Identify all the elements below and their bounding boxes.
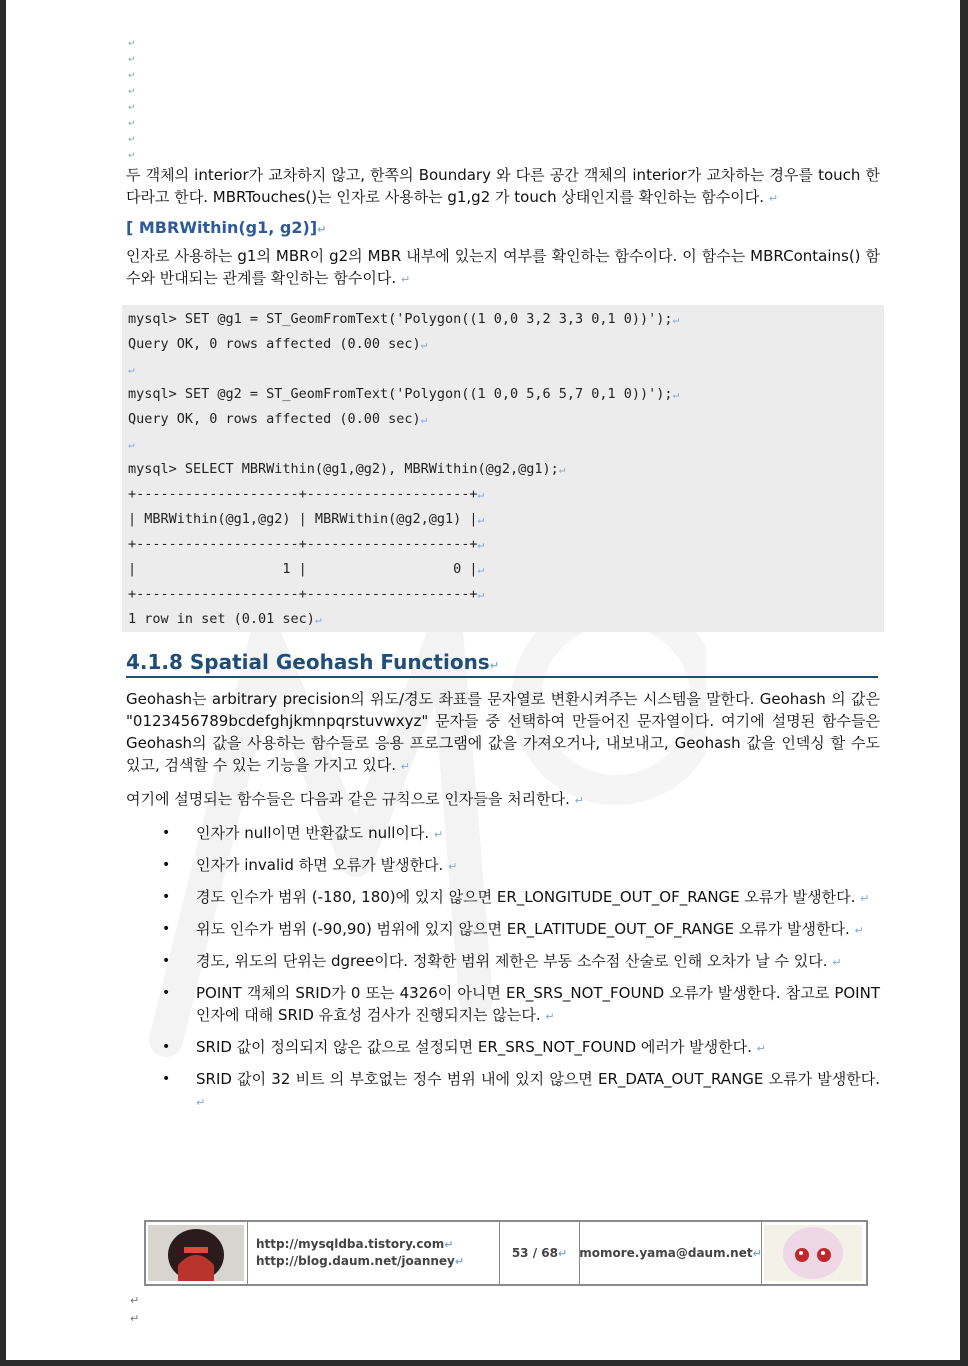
rule-text: SRID 값이 32 비트 의 부호없는 정수 범위 내에 있지 않으면 ER_DATA_OUT_RANGE 오류가 발생한다. bbox=[196, 1070, 880, 1088]
geohash-intro bbox=[126, 688, 880, 778]
code-line-text: 1 row in set (0.01 sec) bbox=[128, 611, 315, 627]
code-line bbox=[128, 382, 884, 407]
paragraph-mark: ↵ bbox=[314, 613, 322, 626]
rule-item bbox=[126, 918, 880, 942]
bullet-icon: • bbox=[162, 857, 171, 873]
paragraph-mark: ↵ bbox=[477, 588, 485, 601]
rule-item bbox=[126, 854, 880, 878]
rule-text: 인자가 null이면 반환값도 null이다. bbox=[196, 824, 430, 842]
touches-description bbox=[126, 164, 880, 210]
paragraph-mark: ↵ bbox=[448, 860, 458, 873]
rule-text: POINT 객체의 SRID가 0 또는 4326이 아니면 ER_SRS_NOT_FOUND 오류가 발생한다. 참고로 POINT 인자에 대해 SRID 유효성 검사가 진행되지는 않는다. bbox=[196, 984, 880, 1024]
author-email-text: momore.yama@daum.net bbox=[579, 1246, 753, 1260]
content-area bbox=[126, 36, 880, 1122]
bullet-icon: • bbox=[162, 825, 171, 841]
code-line bbox=[128, 432, 884, 457]
blank-line: ↵ bbox=[128, 39, 136, 49]
paragraph-mark: ↵ bbox=[317, 223, 327, 236]
paragraph-mark: ↵ bbox=[756, 1042, 766, 1055]
blank-line: ↵ bbox=[128, 119, 136, 129]
document-page bbox=[6, 0, 960, 1360]
paragraph-mark: ↵ bbox=[558, 463, 566, 476]
code-line bbox=[128, 507, 884, 532]
paragraph-mark: ↵ bbox=[130, 1312, 140, 1325]
code-line bbox=[128, 557, 884, 582]
blank-line: ↵ bbox=[128, 55, 136, 65]
paragraph-mark: ↵ bbox=[128, 363, 135, 376]
code-line-text: +--------------------+--------------------+ bbox=[128, 486, 478, 502]
paragraph-mark: ↵ bbox=[832, 956, 842, 969]
code-block bbox=[122, 305, 884, 632]
code-line bbox=[128, 307, 884, 332]
code-line bbox=[128, 332, 884, 357]
paragraph-mark: ↵ bbox=[477, 513, 485, 526]
code-line-text: | MBRWithin(@g1,@g2) | MBRWithin(@g2,@g1) | bbox=[128, 511, 478, 527]
bullet-icon: • bbox=[162, 889, 171, 905]
blog-link-tistory[interactable]: http://mysqldba.tistory.com↵ bbox=[256, 1237, 454, 1251]
page-footer bbox=[144, 1220, 868, 1286]
character-avatar-dark-icon bbox=[148, 1225, 244, 1281]
page-number-text: 53 / 68 bbox=[511, 1246, 558, 1260]
code-line-text: mysql> SET @g2 = ST_GeomFromText('Polygon((1 0,0 5,6 5,7 0,1 0))'); bbox=[128, 386, 673, 402]
rules-intro-text: 여기에 설명되는 함수들은 다음과 같은 규칙으로 인자들을 처리한다. bbox=[126, 790, 570, 808]
code-line-text: Query OK, 0 rows affected (0.00 sec) bbox=[128, 411, 421, 427]
mbrwithin-heading bbox=[126, 218, 880, 237]
code-line-text: +--------------------+--------------------+ bbox=[128, 536, 478, 552]
paragraph-mark: ↵ bbox=[400, 273, 411, 286]
paragraph-mark: ↵ bbox=[420, 413, 428, 426]
blank-paragraphs bbox=[126, 36, 880, 164]
footer-links bbox=[248, 1222, 500, 1284]
blank-line: ↵ bbox=[128, 71, 136, 81]
mbrwithin-description-text: 인자로 사용하는 g1의 MBR이 g2의 MBR 내부에 있는지 여부를 확인하는 함수이다. 이 함수는 MBRContains() 함수와 반대되는 관계를 확인하는 함수이다. bbox=[126, 247, 880, 287]
code-line bbox=[128, 582, 884, 607]
touches-description-text: 두 객체의 interior가 교차하지 않고, 한쪽의 Boundary 와 다른 공간 객체의 interior가 교차하는 경우를 touch 한다라고 한다. MBRTouches()는 인자로 사용하는 g1,g2 가 touch 상태인지를 확인하는 함수이다. bbox=[126, 166, 880, 206]
rule-item bbox=[126, 886, 880, 910]
code-line-text: mysql> SELECT MBRWithin(@g1,@g2), MBRWithin(@g2,@g1); bbox=[128, 461, 559, 477]
paragraph-mark: ↵ bbox=[477, 538, 485, 551]
paragraph-mark: ↵ bbox=[752, 1246, 762, 1260]
bullet-icon: • bbox=[162, 1071, 171, 1087]
paragraph-mark: ↵ bbox=[574, 794, 584, 807]
rule-item bbox=[126, 1036, 880, 1060]
author-email[interactable] bbox=[580, 1222, 762, 1284]
bullet-icon: • bbox=[162, 921, 171, 937]
blank-line: ↵ bbox=[128, 151, 136, 161]
mbrwithin-description bbox=[126, 245, 880, 291]
paragraph-mark: ↵ bbox=[400, 760, 410, 773]
paragraph-mark: ↵ bbox=[854, 924, 864, 937]
bullet-icon: • bbox=[162, 985, 171, 1001]
code-line bbox=[128, 482, 884, 507]
paragraph-mark: ↵ bbox=[672, 388, 680, 401]
bullet-icon: • bbox=[162, 953, 171, 969]
paragraph-mark: ↵ bbox=[454, 1255, 465, 1268]
code-line bbox=[128, 407, 884, 432]
code-line-text: mysql> SET @g1 = ST_GeomFromText('Polygon((1 0,0 3,2 3,3 0,1 0))'); bbox=[128, 311, 673, 327]
paragraph-mark: ↵ bbox=[672, 313, 680, 326]
rule-item bbox=[126, 950, 880, 974]
rule-text: 인자가 invalid 하면 오류가 발생한다. bbox=[196, 856, 444, 874]
rule-text: 위도 인수가 범위 (-90,90) 범위에 있지 않으면 ER_LATITUDE_OUT_OF_RANGE 오류가 발생한다. bbox=[196, 920, 850, 938]
character-avatar-light-icon bbox=[764, 1225, 862, 1281]
blank-line: ↵ bbox=[128, 103, 136, 113]
paragraph-mark: ↵ bbox=[128, 438, 135, 451]
paragraph-mark: ↵ bbox=[557, 1246, 568, 1260]
rules-intro bbox=[126, 788, 880, 812]
footer-image-right bbox=[762, 1222, 866, 1284]
trailing-paragraph-marks bbox=[130, 1292, 139, 1328]
geohash-intro-text: Geohash는 arbitrary precision의 위도/경도 좌표를 문자열로 변환시켜주는 시스템을 말한다. Geohash 의 값은 "0123456789bcdefghjkmnpqrstuvwxyz" 문자들 중 선택하여 만들어진 문자열이다. 여기에 설명된 함수들은 Geohash의 값을 사용하는 함수들로 응용 프로그램에 값을 가져오거나, 내보내고, Geohash 값을 인덱싱 할 수도 있고, 검색할 수 있는 기능을 가지고 있다. bbox=[126, 690, 880, 774]
code-line bbox=[128, 532, 884, 557]
paragraph-mark: ↵ bbox=[130, 1294, 140, 1307]
paragraph-mark: ↵ bbox=[196, 1096, 206, 1109]
section-title-text: 4.1.8 Spatial Geohash Functions bbox=[126, 650, 490, 674]
section-title bbox=[126, 650, 878, 678]
footer-image-left bbox=[146, 1222, 248, 1284]
paragraph-mark: ↵ bbox=[433, 828, 444, 841]
paragraph-mark: ↵ bbox=[768, 192, 779, 205]
bullet-icon: • bbox=[162, 1039, 171, 1055]
blank-line: ↵ bbox=[128, 135, 136, 145]
blank-line: ↵ bbox=[128, 87, 136, 97]
mbrwithin-heading-text: [ MBRWithin(g1, g2)] bbox=[126, 218, 318, 237]
paragraph-mark: ↵ bbox=[420, 338, 428, 351]
code-line-text: Query OK, 0 rows affected (0.00 sec) bbox=[128, 336, 421, 352]
rule-text: 경도 인수가 범위 (-180, 180)에 있지 않으면 ER_LONGITUDE_OUT_OF_RANGE 오류가 발생한다. bbox=[196, 888, 856, 906]
rule-text: SRID 값이 정의되지 않은 값으로 설정되면 ER_SRS_NOT_FOUND 에러가 발생한다. bbox=[196, 1038, 752, 1056]
code-line-text: | 1 | 0 | bbox=[128, 561, 478, 577]
rule-item bbox=[126, 822, 880, 846]
rule-text: 경도, 위도의 단위는 dgree이다. 정확한 범위 제한은 부동 소수점 산술로 인해 오차가 날 수 있다. bbox=[196, 952, 828, 970]
code-line-text: +--------------------+--------------------+ bbox=[128, 586, 478, 602]
rule-item bbox=[126, 982, 880, 1028]
code-line bbox=[128, 607, 884, 632]
paragraph-mark: ↵ bbox=[477, 563, 485, 576]
code-line bbox=[128, 457, 884, 482]
rule-item bbox=[126, 1068, 880, 1114]
code-line bbox=[128, 357, 884, 382]
paragraph-mark: ↵ bbox=[545, 1010, 555, 1023]
blog-link-daum[interactable]: http://blog.daum.net/joanney↵ bbox=[256, 1254, 465, 1268]
paragraph-mark: ↵ bbox=[477, 488, 485, 501]
paragraph-mark: ↵ bbox=[489, 659, 499, 672]
rules-list bbox=[126, 822, 880, 1114]
paragraph-mark: ↵ bbox=[860, 892, 870, 905]
page-number bbox=[500, 1222, 580, 1284]
paragraph-mark: ↵ bbox=[444, 1238, 454, 1251]
